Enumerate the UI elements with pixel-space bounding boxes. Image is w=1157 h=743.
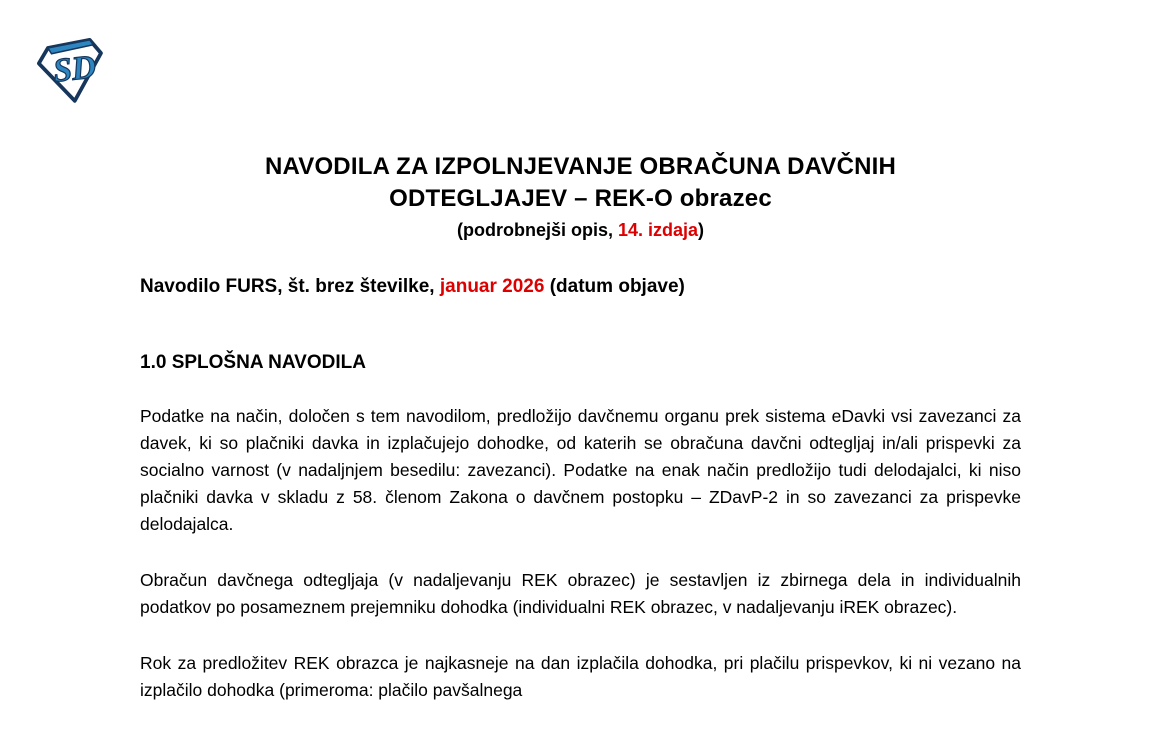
title-line-2: ODTEGLJAJEV – REK-O obrazec (389, 185, 772, 212)
subtitle-suffix: ) (698, 220, 705, 240)
meta-date-highlight: januar 2026 (439, 276, 545, 297)
body-paragraph-1: Podatke na način, določen s tem navodilom, predložijo davčnemu organu prek sistema eDavki vsi zavezanci za davek, ki so plačniki davka in izplačujejo dohodke, od katerih se obračuna davčni odtegljaj in/ali prispevki za socialno varnost (v nadaljnjem besedilu: zavezanci). Podatke na enak način predložijo tudi delodajalci, ki niso plačniki davka v skladu z 58. členom Zakona o davčnem postopku – ZDavP-2 in so zavezanci za prispevke delodajalca. (140, 406, 1021, 534)
body-paragraph-3: Rok za predložitev REK obrazca je najkasneje na dan izplačila dohodka, pri plačilu prispevkov, ki ni vezano na izplačilo dohodka (primeroma: plačilo pavšalnega (140, 653, 1021, 700)
sd-shield-logo-icon (32, 36, 108, 108)
meta-prefix: Navodilo FURS, št. brez številke, (140, 276, 440, 297)
document-title (140, 151, 1021, 215)
subtitle-edition-highlight: 14. izdaja (617, 220, 699, 240)
body-paragraph-2: Obračun davčnega odtegljaja (v nadaljevanju REK obrazec) je sestavljen iz zbirnega dela in individualnih podatkov po posameznem prejemniku dohodka (individualni REK obrazec, v nadaljevanju iREK obrazec). (140, 570, 1021, 617)
document-subtitle (140, 217, 1021, 244)
svg-text:SD: SD (51, 48, 98, 90)
title-line-1: NAVODILA ZA IZPOLNJEVANJE OBRAČUNA DAVČNIH (264, 153, 897, 180)
section-heading: 1.0 SPLOŠNA NAVODILA (140, 352, 366, 373)
meta-suffix: (datum objave) (544, 276, 685, 297)
document-meta-line (140, 275, 1021, 298)
document-content (140, 0, 1021, 704)
subtitle-prefix: (podrobnejši opis, (456, 220, 618, 240)
